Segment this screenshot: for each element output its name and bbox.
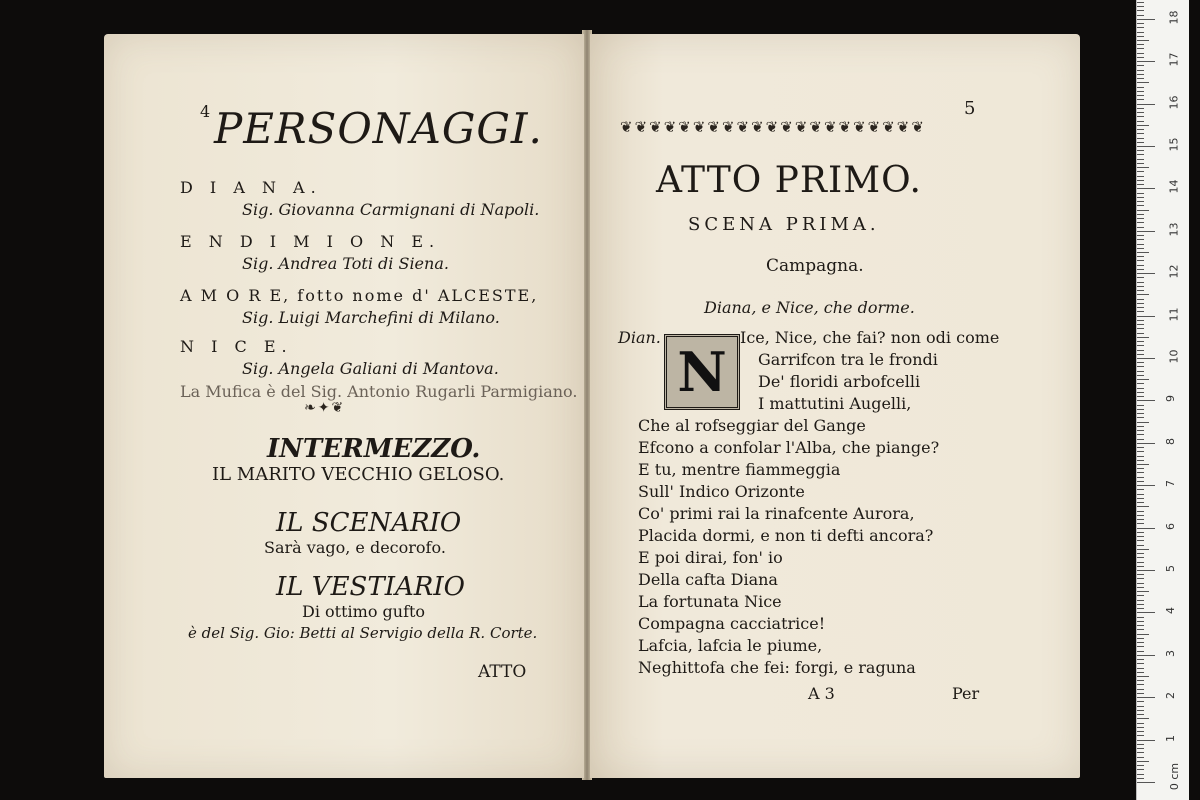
- ruler-tick: [1137, 176, 1144, 177]
- ruler-tick: [1137, 231, 1155, 232]
- ruler-tick: [1137, 227, 1144, 228]
- character-name: E N D I M I O N E.: [180, 232, 441, 251]
- ruler-tick: [1137, 311, 1144, 312]
- verse-line: Garrifcon tra le frondi: [758, 350, 938, 369]
- ruler-tick: [1137, 536, 1144, 537]
- ruler-tick: [1137, 188, 1155, 189]
- ruler-tick: [1137, 502, 1144, 503]
- ruler-tick: [1137, 392, 1144, 393]
- verse-line: Efcono a confolar l'Alba, che piange?: [638, 438, 940, 457]
- ruler-label: 8: [1164, 437, 1177, 445]
- ruler-tick: [1137, 133, 1144, 134]
- ruler-tick: [1137, 706, 1144, 707]
- ruler-tick: [1137, 405, 1144, 406]
- ruler-tick: [1137, 735, 1144, 736]
- ruler-tick: [1137, 193, 1144, 194]
- verse-line: E tu, mentre fiammeggia: [638, 460, 841, 479]
- ruler-tick: [1137, 774, 1144, 775]
- ruler-tick: [1137, 443, 1155, 444]
- ruler-tick: [1137, 91, 1144, 92]
- ruler-tick: [1137, 362, 1144, 363]
- ruler-tick: [1137, 468, 1144, 469]
- ruler-tick: [1137, 612, 1155, 613]
- ruler-tick: [1137, 642, 1144, 643]
- ruler-tick: [1137, 167, 1149, 168]
- ruler-tick: [1137, 710, 1144, 711]
- ruler-tick: [1137, 752, 1144, 753]
- ruler-tick: [1137, 434, 1144, 435]
- ruler-tick: [1137, 27, 1144, 28]
- ruler-tick: [1137, 142, 1144, 143]
- ruler-tick: [1137, 146, 1155, 147]
- verse-line: La fortunata Nice: [638, 592, 782, 611]
- ruler-tick: [1137, 506, 1149, 507]
- ruler-tick: [1137, 248, 1144, 249]
- ruler-tick: [1137, 646, 1144, 647]
- ruler-tick: [1137, 290, 1144, 291]
- ruler-tick: [1137, 303, 1144, 304]
- ruler-tick: [1137, 629, 1144, 630]
- ruler-tick: [1137, 337, 1149, 338]
- verse-line: Ice, Nice, che fai? non odi come: [740, 328, 1000, 347]
- ruler-tick: [1137, 48, 1144, 49]
- ruler-tick: [1137, 328, 1144, 329]
- ruler-tick: [1137, 744, 1144, 745]
- ruler-tick: [1137, 718, 1149, 719]
- ruler-tick: [1137, 260, 1144, 261]
- vestiario-text: Di ottimo gufto: [302, 602, 426, 621]
- ruler-tick: [1137, 171, 1144, 172]
- ruler-tick: [1137, 2, 1144, 3]
- ruler-tick: [1137, 604, 1144, 605]
- ruler-tick: [1137, 99, 1144, 100]
- ruler-tick: [1137, 676, 1149, 677]
- vestiario-title: IL VESTIARIO: [276, 572, 465, 602]
- ruler-tick: [1137, 36, 1144, 37]
- ruler-tick: [1137, 731, 1144, 732]
- ruler-tick: [1137, 477, 1144, 478]
- scene-title: SCENA PRIMA.: [688, 214, 880, 235]
- setting: Campagna.: [766, 256, 864, 276]
- ruler-tick: [1137, 638, 1144, 639]
- ruler-tick: [1137, 333, 1144, 334]
- catchword: ATTO: [478, 662, 527, 682]
- ruler-tick: [1137, 74, 1144, 75]
- page-number: 5: [964, 98, 976, 119]
- ruler-tick: [1137, 570, 1155, 571]
- ruler-tick: [1137, 600, 1144, 601]
- ruler-tick: [1137, 396, 1144, 397]
- ruler-tick: [1137, 494, 1144, 495]
- verse-line: Co' primi rai la rinafcente Aurora,: [638, 504, 915, 523]
- ruler-tick: [1137, 545, 1144, 546]
- verse-line: E poi dirai, fon' io: [638, 548, 783, 567]
- ruler-tick: [1137, 409, 1144, 410]
- intermezzo-subtitle: IL MARITO VECCHIO GELOSO.: [212, 464, 505, 485]
- character-name: A M O R E, fotto nome d' ALCESTE,: [180, 286, 539, 305]
- ruler-tick: [1137, 210, 1149, 211]
- ruler-label: 13: [1167, 222, 1181, 237]
- ruler-tick: [1137, 95, 1144, 96]
- ruler-tick: [1137, 159, 1144, 160]
- ruler-tick: [1137, 205, 1144, 206]
- ruler-tick: [1137, 447, 1144, 448]
- ruler-tick: [1137, 723, 1144, 724]
- ruler-tick: [1137, 532, 1144, 533]
- ruler-tick: [1137, 15, 1144, 16]
- ruler-tick: [1137, 108, 1144, 109]
- initial-letter: N: [677, 340, 727, 404]
- ruler-tick: [1137, 591, 1149, 592]
- ruler-tick: [1137, 464, 1149, 465]
- ruler-tick: [1137, 655, 1155, 656]
- ruler-label: 16: [1167, 95, 1181, 110]
- left-page: [104, 34, 584, 778]
- ruler-unit: 0 cm: [1168, 762, 1182, 791]
- ruler-tick: [1137, 44, 1144, 45]
- ruler-tick: [1137, 693, 1144, 694]
- catchword: Per: [952, 684, 980, 703]
- ruler-label: 4: [1164, 607, 1177, 615]
- ruler-tick: [1137, 299, 1144, 300]
- ornament-divider: ❧✦❦: [304, 400, 346, 416]
- ruler-tick: [1137, 625, 1144, 626]
- ruler-tick: [1137, 129, 1144, 130]
- ruler-tick: [1137, 672, 1144, 673]
- ruler-tick: [1137, 489, 1144, 490]
- ruler-tick: [1137, 235, 1144, 236]
- ruler-tick: [1137, 23, 1144, 24]
- ruler-tick: [1137, 595, 1144, 596]
- ruler-tick: [1137, 485, 1155, 486]
- ruler-tick: [1137, 82, 1149, 83]
- ruler-tick: [1137, 163, 1144, 164]
- ruler-tick: [1137, 587, 1144, 588]
- ornament-header: ❦❦❦❦❦❦❦❦❦❦❦❦❦❦❦❦❦❦❦❦❦: [620, 118, 926, 136]
- ruler-tick: [1137, 116, 1144, 117]
- verse-line: Della cafta Diana: [638, 570, 778, 589]
- ruler-label: 2: [1164, 692, 1177, 700]
- ruler-tick: [1137, 413, 1144, 414]
- ruler-tick: [1137, 40, 1149, 41]
- ruler-tick: [1137, 697, 1155, 698]
- intermezzo-title: INTERMEZZO.: [267, 434, 481, 464]
- ruler-tick: [1137, 574, 1144, 575]
- ruler-tick: [1137, 10, 1144, 11]
- ruler-tick: [1137, 354, 1144, 355]
- ruler-tick: [1137, 684, 1144, 685]
- ruler-tick: [1137, 566, 1144, 567]
- ruler-tick: [1137, 426, 1144, 427]
- ruler-tick: [1137, 460, 1144, 461]
- ruler-tick: [1137, 256, 1144, 257]
- ruler-tick: [1137, 761, 1149, 762]
- ruler-tick: [1137, 515, 1144, 516]
- character-actor: Sig. Luigi Marchefini di Milano.: [242, 308, 500, 327]
- ruler-tick: [1137, 617, 1144, 618]
- measuring-ruler: [1136, 0, 1189, 800]
- ruler-tick: [1137, 57, 1144, 58]
- ruler-tick: [1137, 388, 1144, 389]
- verse-line: Compagna cacciatrice!: [638, 614, 826, 633]
- verse-line: I mattutini Augelli,: [758, 394, 912, 413]
- ruler-label: 12: [1167, 264, 1181, 279]
- ruler-tick: [1137, 125, 1149, 126]
- ruler-tick: [1137, 553, 1144, 554]
- verse-line: Che al rofseggiar del Gange: [638, 416, 866, 435]
- ruler-label: 14: [1167, 179, 1181, 194]
- ruler-tick: [1137, 578, 1144, 579]
- ruler-tick: [1137, 366, 1144, 367]
- ruler-tick: [1137, 277, 1144, 278]
- ruler-tick: [1137, 417, 1144, 418]
- ruler-label: 15: [1167, 137, 1181, 152]
- ruler-tick: [1137, 184, 1144, 185]
- ruler-tick: [1137, 294, 1149, 295]
- ruler-tick: [1137, 222, 1144, 223]
- ruler-tick: [1137, 519, 1144, 520]
- ruler-tick: [1137, 451, 1144, 452]
- ruler-tick: [1137, 400, 1155, 401]
- verse-line: Neghittofa che fei: forgi, e raguna: [638, 658, 916, 677]
- verse-line: Placida dormi, e non ti defti ancora?: [638, 526, 934, 545]
- ruler-tick: [1137, 621, 1144, 622]
- ruler-tick: [1137, 307, 1144, 308]
- ruler-tick: [1137, 345, 1144, 346]
- verse-line: Sull' Indico Orizonte: [638, 482, 805, 501]
- ruler-label: 5: [1164, 565, 1177, 572]
- ruler-tick: [1137, 769, 1144, 770]
- ruler-tick: [1137, 273, 1155, 274]
- page-title: PERSONAGGI.: [214, 104, 543, 153]
- ruler-label: 9: [1164, 395, 1177, 403]
- ruler-tick: [1137, 316, 1155, 317]
- ruler-tick: [1137, 197, 1144, 198]
- verse-line: Lafcia, lafcia le piume,: [638, 636, 823, 655]
- ruler-tick: [1137, 70, 1144, 71]
- ruler-tick: [1137, 456, 1144, 457]
- ruler-tick: [1137, 201, 1144, 202]
- ruler-tick: [1137, 65, 1144, 66]
- ruler-tick: [1137, 778, 1144, 779]
- ruler-tick: [1137, 112, 1144, 113]
- character-actor: Sig. Angela Galiani di Mantova.: [242, 359, 499, 378]
- ruler-tick: [1137, 659, 1144, 660]
- ruler-tick: [1137, 583, 1144, 584]
- ruler-tick: [1137, 218, 1144, 219]
- ruler-tick: [1137, 528, 1155, 529]
- music-credit: La Mufica è del Sig. Antonio Rugarli Parmigiano.: [180, 382, 578, 401]
- ruler-tick: [1137, 150, 1144, 151]
- ruler-tick: [1137, 757, 1144, 758]
- character-name: N I C E.: [180, 337, 293, 356]
- ruler-tick: [1137, 634, 1149, 635]
- vestiario-credit: è del Sig. Gio: Betti al Servigio della R. Corte.: [188, 624, 538, 642]
- ruler-tick: [1137, 214, 1144, 215]
- ruler-tick: [1137, 121, 1144, 122]
- ruler-tick: [1137, 282, 1144, 283]
- ruler-tick: [1137, 61, 1155, 62]
- ruler-label: 6: [1164, 522, 1177, 530]
- ruler-tick: [1137, 87, 1144, 88]
- ruler-tick: [1137, 371, 1144, 372]
- ruler-tick: [1137, 269, 1144, 270]
- ruler-tick: [1137, 498, 1144, 499]
- ruler-tick: [1137, 375, 1144, 376]
- ruler-tick: [1137, 651, 1144, 652]
- verse-line: De' floridi arbofcelli: [758, 372, 921, 391]
- ruler-tick: [1137, 265, 1144, 266]
- ruler-label: 7: [1164, 480, 1177, 488]
- character-name: D I A N A.: [180, 178, 322, 197]
- ruler-tick: [1137, 239, 1144, 240]
- ruler-tick: [1137, 668, 1144, 669]
- ruler-label: 11: [1167, 307, 1181, 322]
- ruler-tick: [1137, 748, 1144, 749]
- ruler-tick: [1137, 714, 1144, 715]
- ruler-tick: [1137, 422, 1149, 423]
- ruler-label: 1: [1164, 734, 1177, 742]
- ruler-tick: [1137, 689, 1144, 690]
- ruler-tick: [1137, 439, 1144, 440]
- ruler-tick: [1137, 324, 1144, 325]
- ruler-tick: [1137, 540, 1144, 541]
- ruler-tick: [1137, 608, 1144, 609]
- ruler-tick: [1137, 286, 1144, 287]
- ruler-tick: [1137, 701, 1144, 702]
- ruler-tick: [1137, 562, 1144, 563]
- stage-direction: Diana, e Nice, che dorme.: [704, 298, 915, 317]
- ruler-tick: [1137, 680, 1144, 681]
- ruler-tick: [1137, 765, 1144, 766]
- ruler-tick: [1137, 244, 1144, 245]
- ruler-label: 17: [1167, 52, 1181, 67]
- ruler-tick: [1137, 252, 1149, 253]
- ruler-tick: [1137, 379, 1149, 380]
- act-title: ATTO PRIMO.: [656, 160, 922, 201]
- ruler-tick: [1137, 154, 1144, 155]
- ruler-tick: [1137, 430, 1144, 431]
- ruler-label: 10: [1167, 349, 1181, 364]
- ruler-tick: [1137, 557, 1144, 558]
- ruler-tick: [1137, 138, 1144, 139]
- scenario-title: IL SCENARIO: [276, 508, 462, 538]
- ruler-label: 3: [1164, 649, 1177, 657]
- ruler-tick: [1137, 511, 1144, 512]
- ruler-tick: [1137, 320, 1144, 321]
- scenario-text: Sarà vago, e decorofo.: [264, 538, 446, 557]
- speaker-label: Dian.: [618, 328, 661, 347]
- ruler-tick: [1137, 180, 1144, 181]
- ruler-tick: [1137, 19, 1155, 20]
- ruler-tick: [1137, 663, 1144, 664]
- ruler-tick: [1137, 350, 1144, 351]
- ruler-tick: [1137, 740, 1155, 741]
- character-actor: Sig. Andrea Toti di Siena.: [242, 254, 449, 273]
- ruler-tick: [1137, 383, 1144, 384]
- ruler-tick: [1137, 104, 1155, 105]
- ruler-tick: [1137, 32, 1144, 33]
- ruler-tick: [1137, 727, 1144, 728]
- ruler-tick: [1137, 53, 1144, 54]
- ruler-tick: [1137, 358, 1155, 359]
- ruler-label: 18: [1167, 10, 1181, 25]
- ruler-tick: [1137, 78, 1144, 79]
- decorative-initial: [664, 334, 740, 410]
- ruler-tick: [1137, 782, 1155, 783]
- character-actor: Sig. Giovanna Carmignani di Napoli.: [242, 200, 540, 219]
- ruler-tick: [1137, 341, 1144, 342]
- ruler-tick: [1137, 481, 1144, 482]
- ruler-tick: [1137, 472, 1144, 473]
- ruler-tick: [1137, 549, 1149, 550]
- ruler-tick: [1137, 6, 1144, 7]
- signature-mark: A 3: [808, 684, 835, 703]
- ruler-tick: [1137, 523, 1144, 524]
- page-number: 4: [200, 102, 211, 121]
